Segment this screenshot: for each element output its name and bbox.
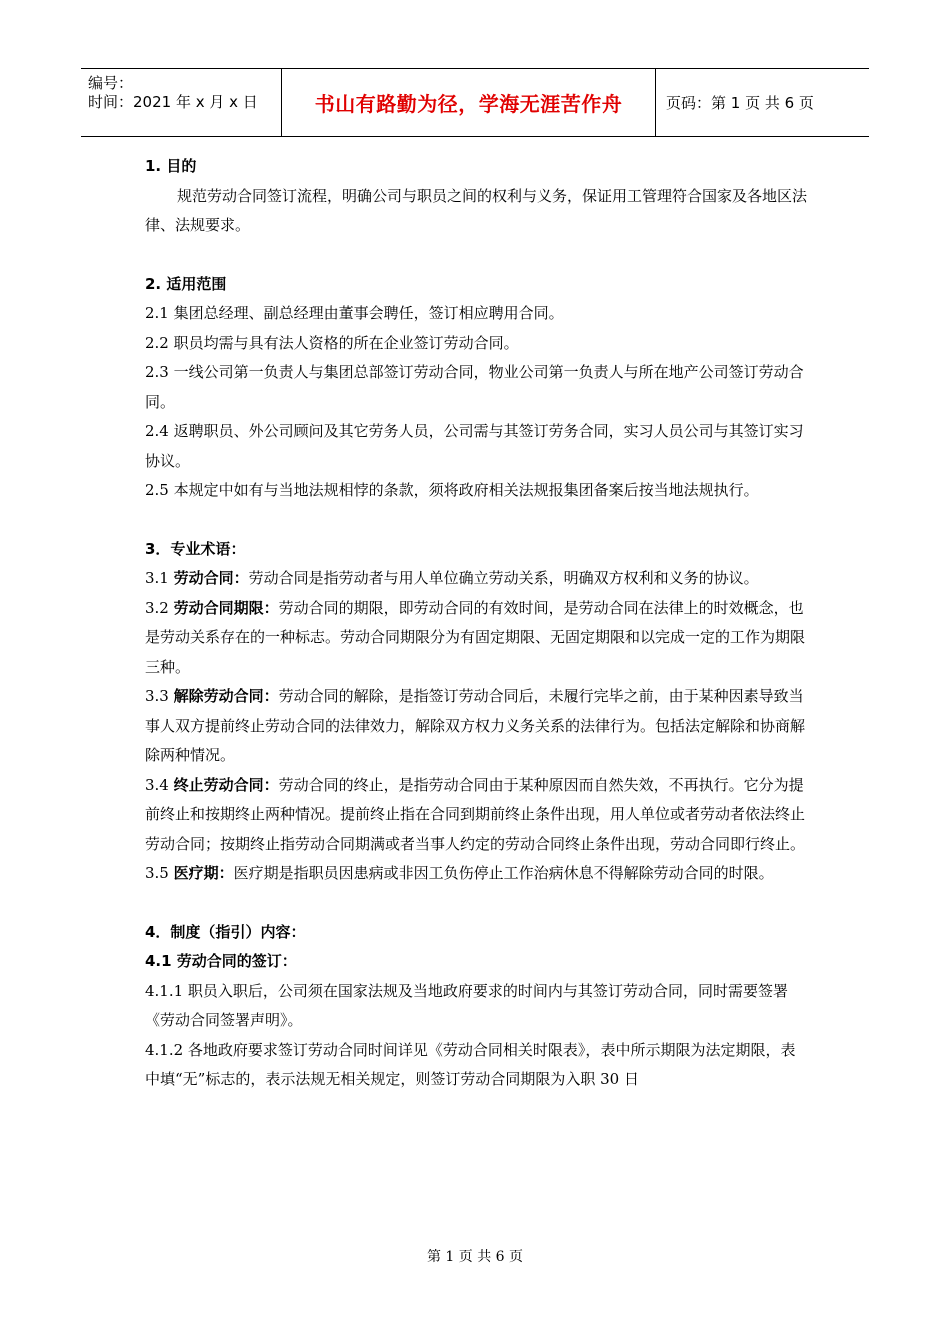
document-time-label: 时间：2021 年 x 月 x 日	[88, 93, 258, 111]
term-number: 3.5	[145, 864, 174, 882]
term-3-3	[145, 682, 809, 771]
term-name: 解除劳动合同：	[173, 687, 279, 705]
section-1-paragraph: 规范劳动合同签订流程，明确公司与职员之间的权利与义务，保证用工管理符合国家及各地区法律、法规要求。	[145, 186, 808, 234]
term-number: 3.2	[145, 598, 174, 617]
section-2-item-4: 2.4 返聘职员、外公司顾问及其它劳务人员，公司需与其签订劳务合同，实习人员公司与其签订实习协议。	[145, 422, 804, 470]
header-page-info: 页码：第 1 页 共 6 页	[666, 94, 814, 112]
term-definition: 劳动合同的解除，是指签订劳动合同后，未履行完毕之前，由于某种因素导致当事人双方提前终止劳动合同的法律效力，解除双方权力义务关系的法律行为。包括法定解除和协商解除两种情况。	[145, 687, 806, 764]
term-name: 劳动合同：	[173, 569, 249, 587]
section-2-item-2: 2.2 职员均需与具有法人资格的所在企业签订劳动合同。	[145, 333, 519, 352]
term-definition: 医疗期是指职员因患病或非因工负伤停止工作治病休息不得解除劳动合同的时限。	[233, 864, 774, 882]
term-number: 3.3	[145, 687, 174, 705]
section-4-1-2: 4.1.2 各地政府要求签订劳动合同时间详见《劳动合同相关时限表》，表中所示期限为法定期限，表中填“无”标志的，表示法规无相关规定，则签订劳动合同期限为入职 30 日	[145, 1040, 796, 1088]
document-body	[145, 152, 809, 1095]
header-meta-cell	[81, 69, 282, 136]
term-definition: 劳动合同是指劳动者与用人单位确立劳动关系，明确双方权利和义务的协议。	[248, 569, 759, 587]
term-number: 3.4	[145, 775, 174, 794]
page-footer: 第 1 页 共 6 页	[426, 1249, 524, 1265]
header-table	[81, 68, 869, 137]
header-motto: 书山有路勤为径，学海无涯苦作舟	[282, 69, 656, 136]
section-2-item-3: 2.3 一线公司第一负责人与集团总部签订劳动合同，物业公司第一负责人与所在地产公司签订劳动合同。	[145, 363, 804, 411]
section-4-1-title: 4.1 劳动合同的签订：	[145, 952, 297, 970]
section-4-title: 4．制度（指引）内容：	[145, 922, 306, 941]
term-number: 3.1	[145, 569, 174, 587]
term-definition: 劳动合同的期限，即劳动合同的有效时间，是劳动合同在法律上的时效概念，也是劳动关系存在的一种标志。劳动合同期限分为有固定期限、无固定期限和以完成一定的工作为期限三种。	[145, 598, 806, 676]
section-2-title: 2. 适用范围	[145, 274, 227, 293]
term-3-4	[145, 771, 809, 860]
term-definition: 劳动合同的终止，是指劳动合同由于某种原因而自然失效，不再执行。它分为提前终止和按期终止两种情况。提前终止指在合同到期前终止条件出现，用人单位或者劳动者依法终止劳动合同；按期终止指劳动合同期满或者当事人约定的劳动合同终止条件出现，劳动合同即行终止。	[145, 775, 806, 853]
term-name: 劳动合同期限：	[173, 598, 279, 617]
document-number-label: 编号：	[88, 74, 134, 92]
section-2-item-1: 2.1 集团总经理、副总经理由董事会聘任，签订相应聘用合同。	[145, 304, 564, 322]
term-name: 终止劳动合同：	[173, 775, 279, 794]
term-name: 医疗期：	[173, 864, 234, 882]
section-1-title: 1. 目的	[145, 157, 197, 175]
section-3-title: 3．专业术语：	[145, 539, 246, 558]
term-3-5	[145, 859, 809, 889]
section-4-1-1: 4.1.1 职员入职后，公司须在国家法规及当地政府要求的时间内与其签订劳动合同，同时需要签署《劳动合同签署声明》。	[145, 981, 788, 1029]
term-3-2	[145, 594, 809, 683]
term-3-1	[145, 564, 809, 594]
section-2-item-5: 2.5 本规定中如有与当地法规相悖的条款，须将政府相关法规报集团备案后按当地法规执行。	[145, 481, 759, 499]
